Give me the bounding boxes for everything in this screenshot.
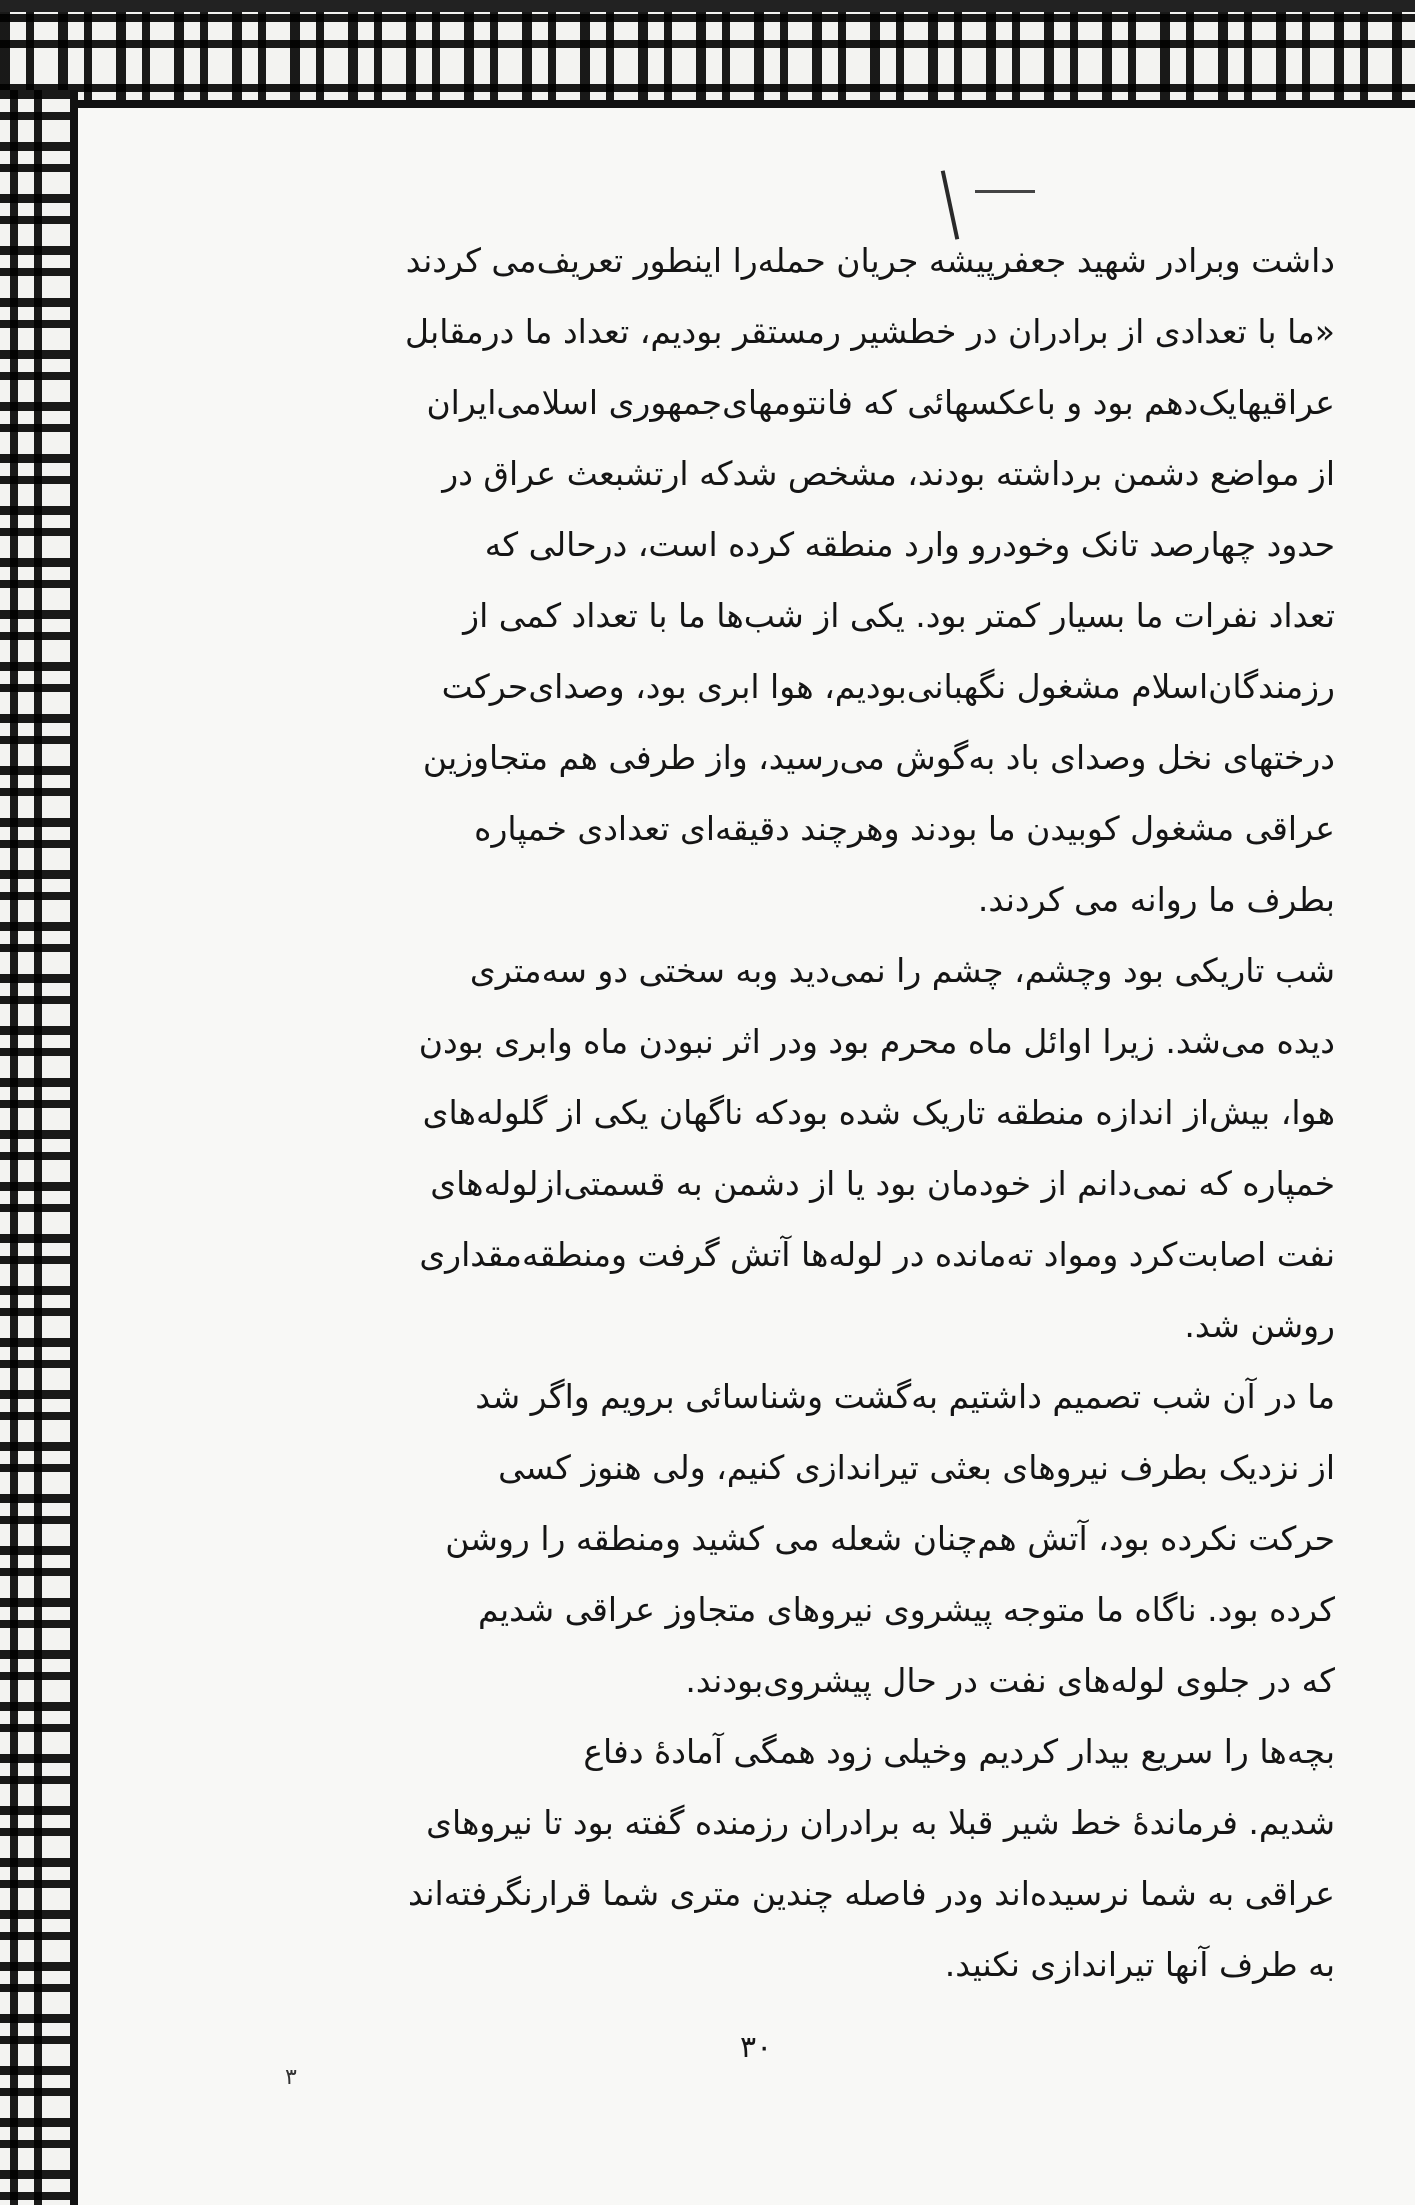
text-line: عراقی به شما نرسیده‌اند ودر فاصله چندین متری شما قرارنگرفته‌اند [408, 1874, 1335, 1913]
body-text [140, 225, 1335, 2000]
text-line: عراقیهایک‌دهم بود و باعکسهائی که فانتومهای‌جمهوری اسلامی‌ایران [426, 383, 1335, 422]
text-line: از مواضع دشمن برداشته بودند، مشخص شدکه ارتشبعث عراق در [442, 454, 1335, 493]
text-line: تعداد نفرات ما بسیار کمتر بود. یکی از شب‌ها ما با تعداد کمی از [463, 596, 1335, 635]
ornamental-border-left [0, 90, 78, 2205]
pen-dash-mark [975, 190, 1035, 193]
text-line: به طرف آنها تیراندازی نکنید. [944, 1945, 1335, 1984]
text-line: «ما با تعدادی از برادران در خطشیر رمستقر بودیم، تعداد ما درمقابل [405, 312, 1335, 351]
text-line: دیده می‌شد. زیرا اوائل ماه محرم بود ودر اثر نبودن ماه وابری بودن [418, 1022, 1335, 1061]
text-line: عراقی مشغول کوبیدن ما بودند وهرچند دقیقه‌ای تعدادی خمپاره [474, 809, 1335, 848]
text-line: حدود چهارصد تانک وخودرو وارد منطقه کرده است، درحالی که [484, 525, 1335, 564]
text-line: حرکت نکرده بود، آتش هم‌چنان شعله می کشید ومنطقه را روشن [445, 1519, 1335, 1558]
text-line: خمپاره که نمی‌دانم از خودمان بود یا از دشمن به قسمتی‌ازلوله‌های [430, 1164, 1335, 1203]
text-line: از نزدیک بطرف نیروهای بعثی تیراندازی کنیم، ولی هنوز کسی [498, 1448, 1335, 1487]
text-line: شب تاریکی بود وچشم، چشم را نمی‌دید وبه سختی دو سه‌متری [469, 951, 1335, 990]
text-line: روشن شد. [1184, 1306, 1335, 1345]
text-line: شدیم. فرماندهٔ خط شیر قبلا به برادران رزمنده گفته بود تا نیروهای [426, 1803, 1335, 1842]
text-line: نفت اصابت‌کرد ومواد ته‌مانده در لوله‌ها آتش گرفت ومنطقه‌مقداری [419, 1235, 1335, 1274]
page-number: ۳۰ [740, 2030, 773, 2065]
text-line: که در جلوی لوله‌های نفت در حال پیشروی‌بودند. [685, 1661, 1335, 1700]
text-line: ما در آن شب تصمیم داشتیم به‌گشت وشناسائی برویم واگر شد [475, 1377, 1335, 1416]
text-line: بچه‌ها را سریع بیدار کردیم وخیلی زود همگی آمادهٔ دفاع [583, 1732, 1335, 1771]
text-line: هوا، بیش‌از اندازه منطقه تاریک شده بودکه ناگهان یکی از گلوله‌های [422, 1093, 1335, 1132]
text-line: بطرف ما روانه می کردند. [977, 880, 1335, 919]
corner-mark: ۳ [285, 2065, 297, 2090]
text-line: داشت وبرادر شهید جعفرپیشه جریان حمله‌را اینطور تعریف‌می کردند [405, 241, 1335, 280]
text-line: درختهای نخل وصدای باد به‌گوش می‌رسید، واز طرفی هم متجاوزین [422, 738, 1335, 777]
text-line: رزمندگان‌اسلام مشغول نگهبانی‌بودیم، هوا ابری بود، وصدای‌حرکت [441, 667, 1335, 706]
ornamental-border-top [0, 0, 1415, 108]
text-line: کرده بود. ناگاه ما متوجه پیشروی نیروهای متجاوز عراقی شدیم [478, 1590, 1335, 1629]
